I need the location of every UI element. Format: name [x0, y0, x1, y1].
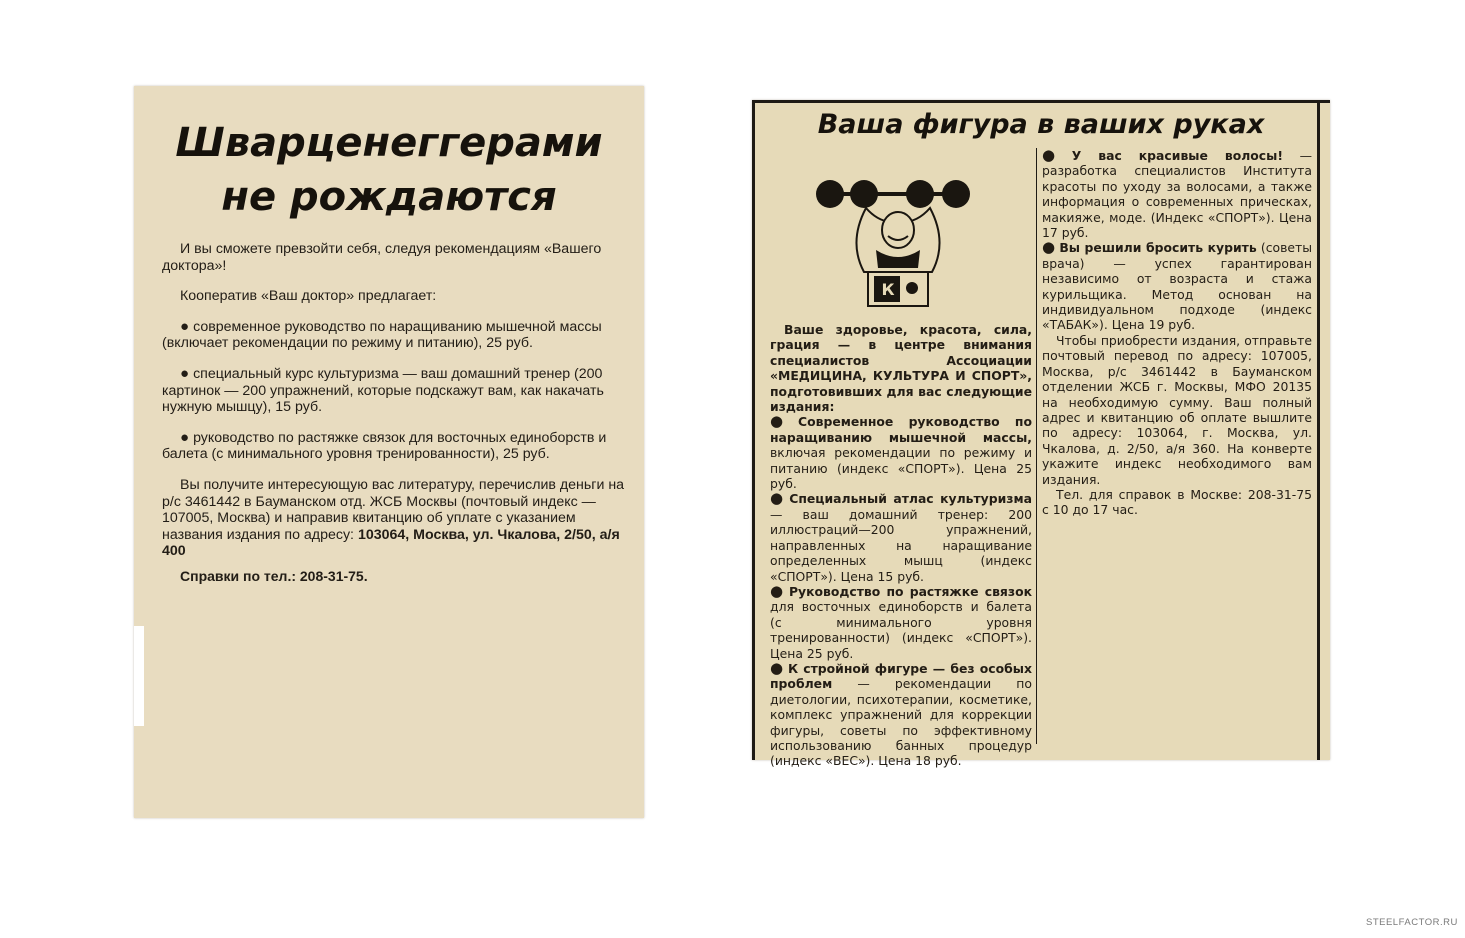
order-text: Чтобы приобрести издания, отправьте почтовый перевод по адресу: 107005, Москва, р/с 3461442 в Бауманском отделении ЖСБ г. Москвы, МФО 20135 на необходимую сумму. Ваш полный адрес и квитанцию об оплате вышлите по адресу: 103064, г. Москва, ул. Чкалова, д. 2/50, а/я 360. На конверте укажите индекс необходимого вам издания.	[1042, 332, 1312, 487]
list-item	[1042, 240, 1312, 332]
phone-line	[162, 568, 632, 585]
payment-text	[162, 477, 632, 560]
clipping2-right-column	[1042, 148, 1312, 518]
item-text: руководство по растяжке связок для восточных единоборств и балета (с минимального уровня тренированности), 25 руб.	[162, 429, 607, 463]
column-divider	[1036, 148, 1037, 744]
intro-text: И вы сможете превзойти себя, следуя рекомендациям «Вашего доктора»!	[162, 241, 602, 274]
headline-line1: Шварценеггерами	[175, 120, 603, 166]
clipping1-headline	[134, 116, 644, 224]
list-item	[162, 366, 632, 416]
item-title: К стройной фигуре — без особых проблем	[770, 660, 1032, 692]
item-title: Современное руководство по наращиванию мышечной массы,	[770, 414, 1032, 445]
contact-text: Тел. для справок в Москве: 208-31-75 с 10 до 17 час.	[1042, 486, 1312, 518]
clipping2-headline: Ваша фигура в ваших руках	[817, 109, 1265, 140]
item-text: современное руководство по наращиванию мышечной массы (включает рекомендации по режиму и питанию), 25 руб.	[162, 318, 602, 352]
list-item	[770, 491, 1032, 583]
item-text: — разработка специалистов Института красоты по уходу за волосами, а также информация о современных прическах, макияже, моде. (Индекс «СПОРТ»). Цена 17 руб.	[1042, 148, 1312, 241]
list-item	[1042, 148, 1312, 240]
top-rule	[752, 100, 1330, 103]
logo-letter: К	[881, 280, 895, 299]
bullet-icon: ●	[770, 489, 786, 508]
clipping2-left-column	[770, 322, 1032, 769]
strongman-illustration	[808, 172, 988, 312]
left-rule	[752, 100, 755, 760]
paper-tear	[134, 626, 144, 726]
item-text: включая рекомендации по режиму и питанию (индекс «СПОРТ»). Цена 25 руб.	[770, 445, 1032, 492]
bullet-icon: ●	[770, 412, 795, 431]
bullet-icon: ●	[180, 428, 190, 446]
list-item	[770, 414, 1032, 491]
item-title: Специальный атлас культуризма	[789, 491, 1032, 507]
bullet-icon: ●	[770, 581, 785, 600]
item-text: для восточных единоборств и балета (с минимального уровня тренированности) (индекс «СПОРТ»). Цена 25 руб.	[770, 599, 1032, 661]
list-item	[770, 581, 1032, 661]
phone-label: Справки по тел.:	[180, 567, 296, 584]
bullet-icon: ●	[180, 364, 190, 382]
item-text: специальный курс культуризма — ваш домашний тренер (200 картинок — 200 упражнений, которые подскажут вам, как накачать нужную мышцу), 15 руб.	[162, 365, 604, 416]
bullet-icon: ●	[1042, 238, 1056, 257]
address-text: 103064, Москва, ул. Чкалова, 2/50, а/я 400	[162, 526, 620, 560]
clipping-your-figure	[752, 100, 1330, 769]
offer-text: Кооператив «Ваш доктор» предлагает:	[180, 288, 437, 305]
bullet-icon: ●	[1042, 146, 1068, 164]
payment-body: Вы получите интересующую вас литературу, перечислив деньги на р/с 3461442 в Бауманском отд. ЖСБ Москвы (почтовый индекс — 107005, Москва) и направив квитанцию об уплате с указанием названия издания по адресу:	[162, 476, 625, 543]
list-item	[770, 658, 1032, 769]
headline-line2: не рождаются	[221, 174, 557, 220]
clipping-schwarzenegger	[134, 86, 644, 818]
phone-number: 208-31-75.	[299, 567, 368, 584]
right-rule	[1317, 100, 1320, 760]
item-text: (советы врача) — успех гарантирован независимо от возраста и стажа курильщика. Метод основан на индивидуальном подходе (индекс «ТАБАК»). Цена 19 руб.	[1042, 240, 1313, 333]
lead-text: Ваше здоровье, красота, сила, грация — в центре внимания специалистов Ассоциации «МЕДИЦИНА, КУЛЬТУРА И СПОРТ», подготовивших для вас следующие издания:	[770, 322, 1032, 415]
list-item	[162, 319, 632, 352]
item-text: — рекомендации по диетологии, психотерапии, косметике, комплекс упражнений для коррекции фигуры, советы по эффективному использованию банных процедур (индекс «ВЕС»). Цена 18 руб.	[770, 676, 1032, 769]
item-title: Руководство по растяжке связок	[788, 583, 1032, 599]
watermark: STEELFACTOR.RU	[1366, 917, 1458, 928]
list-item	[162, 430, 632, 463]
item-text: — ваш домашний тренер: 200 иллюстраций—200 упражнений, направленных на наращивание определенных мышц (индекс «СПОРТ»). Цена 15 руб.	[770, 506, 1032, 584]
item-title: Вы решили бросить курить	[1059, 240, 1257, 256]
clipping1-body	[162, 241, 632, 599]
bullet-icon: ●	[770, 658, 784, 677]
bullet-icon: ●	[180, 317, 190, 335]
item-title: У вас красивые волосы!	[1071, 148, 1283, 163]
